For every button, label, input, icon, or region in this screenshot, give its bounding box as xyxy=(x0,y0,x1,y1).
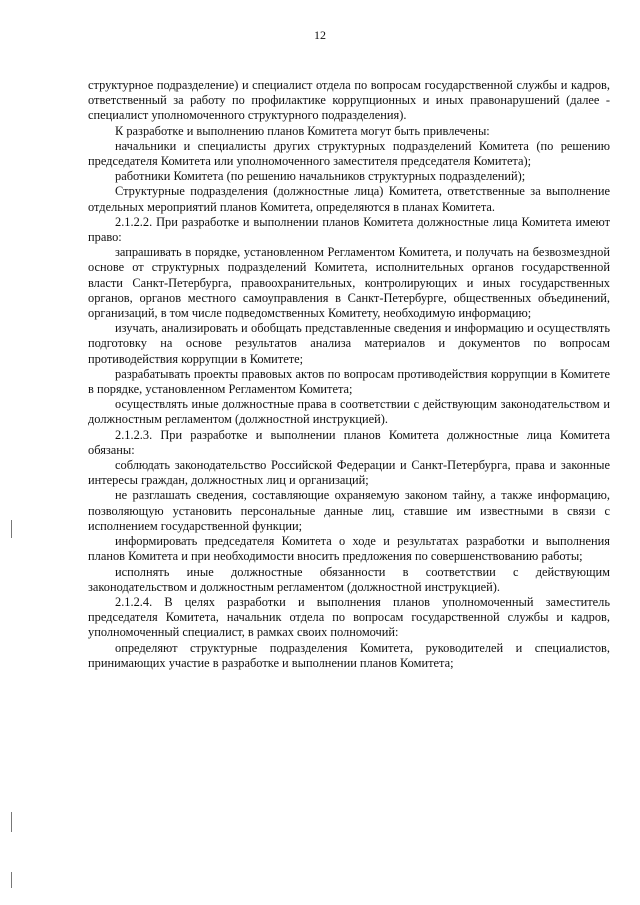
paragraph: работники Комитета (по решению начальников структурных подразделений); xyxy=(115,169,526,184)
paragraph: запрашивать в порядке, установленном Регламентом Комитета, и получать на безвозмездной основе от структурных подразделений Комитета, исполнительных органов государственной власти Санкт-Петербурга, правоохранительных, контролирующих и иных государственных органов, органов местного самоуправления в Санкт-Петербурге, общественных объединений, организаций, в том числе подведомственных Комитету, необходимую информацию; xyxy=(88,245,610,321)
scan-mark xyxy=(11,812,12,832)
scan-mark xyxy=(11,872,12,888)
paragraph: разрабатывать проекты правовых актов по вопросам противодействия коррупции в Комитете в порядке, установленном Регламентом Комитета; xyxy=(88,366,610,397)
paragraph: информировать председателя Комитета о ходе и результатах разработки и выполнения планов Комитета и при необходимости вносить предложения по совершенствованию работы; xyxy=(88,534,610,564)
paragraph: 2.1.2.2. При разработке и выполнении планов Комитета должностные лица Комитета имеют право: xyxy=(88,214,610,245)
paragraph: исполнять иные должностные обязанности в соответствии с действующим законодательством и должностным регламентом (должностной инструкцией). xyxy=(88,564,610,594)
paragraph: структурное подразделение) и специалист отдела по вопросам государственной службы и кадров, ответственный за работу по профилактике коррупционных и иных правонарушений (далее - специалист уполномоченного структурного подразделения). xyxy=(88,78,610,123)
scan-mark xyxy=(11,520,12,538)
paragraph: не разглашать сведения, составляющие охраняемую законом тайну, а также информацию, позволяющую установить персональные данные лиц, ставшие им известными в связи с исполнением государственной функции; xyxy=(88,488,610,533)
paragraph: соблюдать законодательство Российской Федерации и Санкт-Петербурга, права и законные интересы граждан, должностных лиц и организаций; xyxy=(88,458,610,488)
paragraph: К разработке и выполнению планов Комитета могут быть привлечены: xyxy=(115,123,490,138)
paragraph: 2.1.2.4. В целях разработки и выполнения планов уполномоченный заместитель председателя Комитета, начальник отдела по вопросам государственной службы и кадров, уполномоченный специалист, в рамках своих полномочий: xyxy=(88,594,610,640)
paragraph: определяют структурные подразделения Комитета, руководителей и специалистов, принимающих участие в разработке и выполнении планов Комитета; xyxy=(88,640,610,670)
paragraph: изучать, анализировать и обобщать представленные сведения и информацию и осуществлять подготовку на основе результатов анализа материалов и документов по вопросам противодействия коррупции в Комитете; xyxy=(88,321,610,366)
document-body xyxy=(88,78,610,671)
paragraph: 2.1.2.3. При разработке и выполнении планов Комитета должностные лица Комитета обязаны: xyxy=(88,427,610,457)
paragraph: начальники и специалисты других структурных подразделений Комитета (по решению председателя Комитета или уполномоченного заместителя председателя Комитета); xyxy=(88,138,610,169)
page-number: 12 xyxy=(314,28,326,42)
paragraph: Структурные подразделения (должностные лица) Комитета, ответственные за выполнение отдельных мероприятий планов Комитета, определяются в планах Комитета. xyxy=(88,184,610,214)
paragraph: осуществлять иные должностные права в соответствии с действующим законодательством и должностным регламентом (должностной инструкцией). xyxy=(88,397,610,427)
